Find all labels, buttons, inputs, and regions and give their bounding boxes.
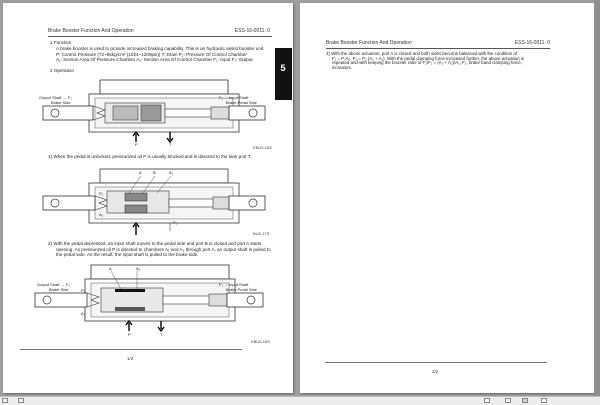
page-header-doc-id: ESS-16-0011. 0 [514, 40, 550, 46]
two-page-continuous-icon[interactable] [541, 398, 547, 403]
step-2-text [48, 241, 276, 258]
function-line-1: A brake booster is used to provide increased braking capability. This is an hydraulic assist booster unit. [56, 46, 265, 51]
page-number: 1/2 [127, 356, 134, 361]
footer-rule [20, 349, 242, 350]
function-body [56, 46, 274, 63]
fit-width-icon[interactable] [2, 398, 8, 403]
figure-id-1: EBU5-16S [253, 145, 272, 150]
page-header-title: Brake Booster Function And Operation [326, 40, 412, 46]
label-b: B [153, 170, 156, 175]
booster-cutaway-illustration-2 [33, 165, 273, 235]
header-rule [48, 36, 272, 37]
vertical-scrollbar[interactable] [594, 0, 600, 396]
single-page-icon[interactable] [484, 398, 490, 403]
footer-rule [325, 362, 547, 363]
section-tab-number: 5 [280, 63, 286, 73]
input-shaft-label: F₁ → Input Shaft [219, 282, 249, 287]
brake-side-label: Brake Side [49, 287, 69, 292]
step-2-line-1: 2) With the pedal depressed, an input shaft moves to the pedal side and port B is closed and port A starts [48, 241, 262, 246]
diagram-depressed-state [33, 261, 273, 341]
port-t-label: T [169, 142, 172, 147]
section-heading-operation: 2 Operation [50, 68, 75, 73]
section-heading-function: 1 Function [50, 40, 72, 45]
step-3-line-3: repeated and with keeping the booster ratio of F₂/F₁ = (A₁ + A₂)/A₁, F₂, brake band clamping force, [332, 60, 522, 66]
input-shaft-label: F₁ → Input Shaft [219, 95, 249, 100]
two-page-icon[interactable] [522, 398, 528, 403]
label-p2: P₂ [81, 288, 86, 293]
booster-cutaway-illustration-1 [33, 76, 273, 146]
function-line-3: A₁: Section Area Of Pressure Chamber A₂: Section Area Of Control Chamber F₁: Input F₂: Output [56, 57, 253, 63]
step-3-line-4: increases. [332, 64, 353, 70]
label-a: A [109, 266, 112, 271]
label-p2-top: P₂ [99, 191, 104, 196]
figure-id-3: EBU5-18S [251, 339, 270, 344]
page-header-title: Brake Booster Function And Operation [48, 28, 134, 34]
step-1-text: 1) When the pedal is unlocked, pressurized oil P is usually blocked and is directed to the tank port T. [48, 154, 252, 159]
step-3-line-2: F₁ = P₂A₁, F₂ = P₂ (A₁ + A₂). With the pedal clamping force increased further, the above actuation is [332, 55, 524, 61]
port-p-label: P [128, 332, 131, 337]
port-p-label: P [135, 142, 138, 147]
label-a2: A₂ [99, 212, 104, 217]
thumbnail-icon[interactable] [18, 398, 24, 403]
step-3-line-1: 3) With the above actuation, port A is closed and both sides become balanced with the condition of [326, 51, 518, 56]
output-shaft-label: Output Shaft → F₂ [39, 95, 72, 100]
label-a1: A₁ [136, 266, 141, 271]
diagram-pressurized-state [33, 165, 273, 235]
brake-pedal-side-label: Brake Pedal Side [226, 100, 257, 105]
figure-id-2: BU5-17S [253, 231, 270, 236]
port-t-label: T [160, 332, 163, 337]
page-1 [3, 3, 293, 393]
brake-side-label: Brake Side [51, 100, 71, 105]
brake-pedal-side-label: Brake Pedal Side [226, 287, 257, 292]
step-2-line-2: opening. As pressurized oil P is directed to chambers A₁ and A₂ through port A, an output shaft is pulled to [56, 246, 271, 252]
output-shaft-label: Output Shaft → F₂ [37, 282, 70, 287]
label-a1: A₁ [169, 170, 174, 175]
section-tab-marker [275, 48, 292, 100]
diagram-unlocked-state [33, 76, 273, 146]
page-2 [300, 3, 594, 393]
booster-cutaway-illustration-3 [33, 261, 273, 341]
label-p2-bottom: P₂ [173, 220, 178, 225]
page-header-doc-id: ESS-16-0011. 0 [234, 28, 270, 34]
header-rule [326, 48, 550, 49]
label-a: A [139, 170, 142, 175]
label-a2: A₂ [81, 311, 86, 316]
step-3-text [326, 52, 552, 70]
function-line-2: P: Control Pressure (72~85kg/cm² (1024~1209psi)) T: Drain P₂: Pressure Of Control Chamber [56, 51, 247, 57]
continuous-icon[interactable] [505, 398, 511, 403]
step-2-line-3: the pedal side. As the result, the input shaft is pulled to the brake side. [56, 252, 199, 258]
page-number: 2/2 [432, 369, 439, 374]
